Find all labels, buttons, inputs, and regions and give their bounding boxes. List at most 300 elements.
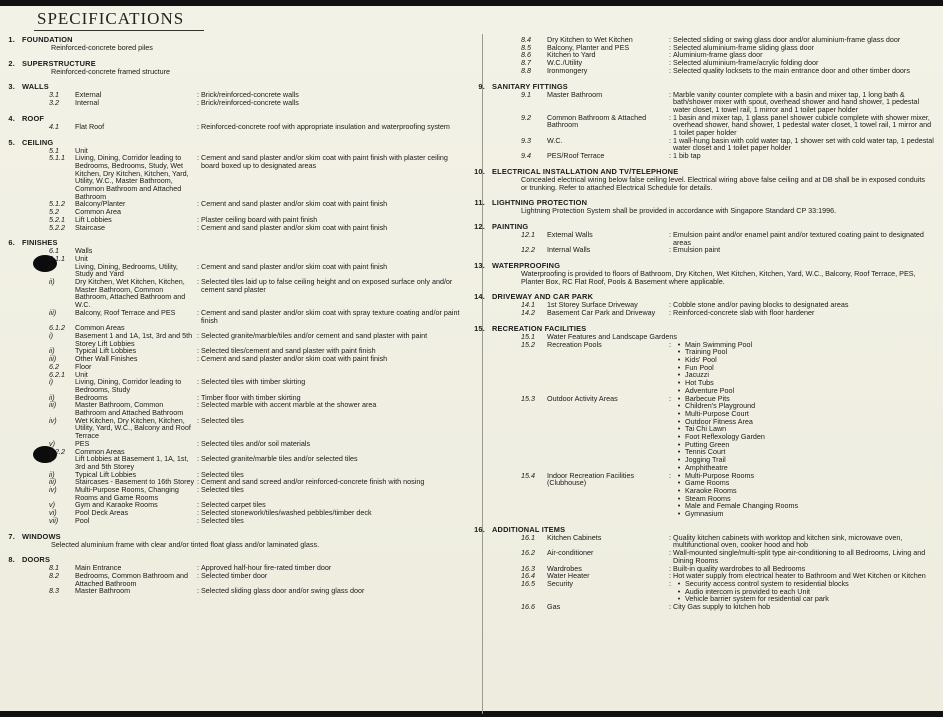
spec-row xyxy=(0,154,470,200)
item-description: Cement and sand screed and/or reinforced-concrete finish with nosing xyxy=(201,477,425,487)
item-number: 6.1 xyxy=(49,246,59,256)
item-number: 6.1.1 xyxy=(49,253,65,263)
item-label: External Walls xyxy=(547,229,593,239)
spec-row xyxy=(0,200,470,208)
item-label: PES/Roof Terrace xyxy=(547,151,605,161)
spec-row xyxy=(0,247,470,255)
spec-row xyxy=(470,603,943,611)
spec-section xyxy=(470,223,943,254)
spec-row xyxy=(470,114,943,137)
item-label: External xyxy=(75,90,102,100)
item-label: Walls xyxy=(75,246,93,256)
section-number: 15. xyxy=(474,323,485,333)
item-description: Selected tiles xyxy=(201,515,244,525)
item-separator: : xyxy=(197,438,199,448)
spec-row xyxy=(0,378,470,393)
item-description: Cement and sand plaster and/or skim coat with paint finish xyxy=(201,222,388,232)
spec-section xyxy=(470,325,943,518)
item-label: Typical Lift Lobbies xyxy=(75,346,137,356)
spec-section xyxy=(470,199,943,215)
item-separator: : xyxy=(669,308,671,318)
item-separator: : xyxy=(669,50,671,60)
spec-row xyxy=(470,309,943,317)
bullet-dot: • xyxy=(677,501,681,511)
item-separator: : xyxy=(669,300,671,310)
item-description: Cement and sand plaster and/or skim coat with paint finish xyxy=(201,199,388,209)
bullet-text: Jogging Trail xyxy=(685,455,726,465)
item-number: 6.2.2 xyxy=(49,446,65,456)
section-title: PAINTING xyxy=(492,221,529,231)
item-number: 5.2 xyxy=(49,207,59,217)
item-description: Cobble stone and/or paving blocks to designated areas xyxy=(673,300,849,310)
bullet-dot: • xyxy=(677,586,681,596)
item-label: Dry Kitchen, Wet Kitchen, Kitchen, Master Bathroom, Common Bathroom, Attached Bathroom and W.C. xyxy=(75,277,186,310)
spec-row xyxy=(470,472,943,518)
bullet-text: Fun Pool xyxy=(685,362,714,372)
title-underline xyxy=(34,30,204,31)
item-number: 6.2 xyxy=(49,361,59,371)
item-label: Water Features and Landscape Gardens xyxy=(547,331,677,341)
bullet-list xyxy=(673,395,943,472)
item-separator: : xyxy=(197,377,199,387)
item-description: Selected marble with accent marble at the shower area xyxy=(201,400,377,410)
item-label: Staircases - Basement to 16th Storey xyxy=(75,477,195,487)
item-separator: : xyxy=(197,477,199,487)
spec-row xyxy=(0,99,470,107)
item-separator: : xyxy=(669,393,671,403)
item-number: 4.1 xyxy=(49,121,59,131)
item-separator: : xyxy=(197,121,199,131)
bullet-text: Security access control system to residential blocks xyxy=(685,578,849,588)
item-number: 12.1 xyxy=(521,229,535,239)
spec-section xyxy=(0,115,470,131)
section-title: ADDITIONAL ITEMS xyxy=(492,524,566,534)
item-label: Lift Lobbies xyxy=(75,214,112,224)
item-description: Emulsion paint and/or enamel paint and/or textured coating paint to designated areas xyxy=(673,229,924,247)
spec-row xyxy=(0,355,470,363)
item-separator: : xyxy=(669,548,671,558)
item-label: Indoor Recreation Facilities (Clubhouse) xyxy=(547,470,635,488)
spec-section xyxy=(0,239,470,524)
item-number: 15.4 xyxy=(521,470,535,480)
bullet-dot: • xyxy=(677,493,681,503)
item-number: ii) xyxy=(49,346,55,356)
item-separator: : xyxy=(197,222,199,232)
item-label: Common Area xyxy=(75,207,121,217)
spec-row xyxy=(0,517,470,525)
item-number: i) xyxy=(49,377,53,387)
item-description: 1 basin and mixer tap, 1 glass panel shower cubicle complete with shower mixer, overhead shower, hand shower, 1 pedestal water closet, 1 towel rail, 1 mirror and 1 toilet paper holder xyxy=(673,112,932,138)
item-label: Master Bathroom xyxy=(75,586,131,596)
spec-section xyxy=(470,526,943,611)
item-label: Common Bathroom & Attached Bathroom xyxy=(547,112,647,130)
section-heading xyxy=(470,325,943,333)
item-separator: : xyxy=(669,35,671,44)
bottom-edge xyxy=(0,711,943,717)
spec-row xyxy=(0,224,470,232)
item-separator: : xyxy=(197,346,199,356)
spec-row xyxy=(470,246,943,254)
item-label: Water Heater xyxy=(547,571,590,581)
item-separator: : xyxy=(669,229,671,239)
bullet-text: Steam Rooms xyxy=(685,493,731,503)
item-number: v) xyxy=(49,500,55,510)
spec-row xyxy=(0,309,470,324)
item-description: Selected carpet tiles xyxy=(201,500,266,510)
item-description: Reinforced-concrete roof with appropriate insulation and waterproofing system xyxy=(201,121,450,131)
item-number: 8.2 xyxy=(49,570,59,580)
spec-row xyxy=(0,572,470,587)
item-separator: : xyxy=(197,400,199,410)
item-number: 5.2.2 xyxy=(49,222,65,232)
item-label: Living, Dining, Corridor leading to Bedrooms, Bedrooms, Study, Wet Kitchen, Dry Kitchen, Kitchen, Yard, Utility, W.C., Master Bathroom, Common Bathroom and Attached Bathroom xyxy=(75,153,189,201)
bullet-dot: • xyxy=(677,594,681,604)
item-label: PES xyxy=(75,438,90,448)
item-number: iv) xyxy=(49,485,57,495)
spec-section xyxy=(0,139,470,232)
spec-row xyxy=(0,123,470,131)
item-separator: : xyxy=(197,90,199,100)
section-number: 1. xyxy=(8,35,15,44)
item-label: Kitchen Cabinets xyxy=(547,532,602,542)
item-label: Bedrooms, Common Bathroom and Attached Bathroom xyxy=(75,570,189,588)
bullet-text: Multi-Purpose Court xyxy=(685,408,749,418)
item-description: Quality kitchen cabinets with worktop and kitchen sink, microwave oven, multifunctional oven, cooker hood and hob xyxy=(673,532,903,550)
bullet-text: Gymnasium xyxy=(685,509,724,519)
item-label: Gym and Karaoke Rooms xyxy=(75,500,158,510)
bullet-text: Male and Female Changing Rooms xyxy=(685,501,799,511)
item-description: Selected granite/marble/tiles and/or cement and sand plaster with paint xyxy=(201,330,428,340)
spec-row xyxy=(470,534,943,549)
bullet-text: Hot Tubs xyxy=(685,378,714,388)
item-separator: : xyxy=(669,563,671,573)
item-separator: : xyxy=(197,485,199,495)
bullet-text: Vehicle barrier system for residential car park xyxy=(685,594,829,604)
item-separator: : xyxy=(197,199,199,209)
item-separator: : xyxy=(197,586,199,596)
item-label: Internal Walls xyxy=(547,245,591,255)
item-description xyxy=(201,247,470,255)
bullet-dot: • xyxy=(677,339,681,349)
bullet-text: Barbecue Pits xyxy=(685,393,730,403)
section-title: SANITARY FITTINGS xyxy=(492,81,568,91)
item-label: Recreation Pools xyxy=(547,339,602,349)
section-number: 14. xyxy=(474,292,485,302)
item-label: Wet Kitchen, Dry Kitchen, Kitchen, Utility, Yard, W.C., Balcony and Roof Terrace xyxy=(75,415,191,441)
item-label: Living, Dining, Corridor leading to Bedrooms, Study xyxy=(75,377,182,394)
item-label: Ironmongery xyxy=(547,65,588,75)
item-description: Cement and sand plaster and/or skim coat with spray texture coating and/or paint finish xyxy=(201,307,460,325)
item-description: 1 bib tap xyxy=(673,151,701,161)
bullet-text: Putting Green xyxy=(685,439,730,449)
item-separator: : xyxy=(669,65,671,75)
item-description: Selected tiles xyxy=(201,485,244,495)
section-title: WATERPROOFING xyxy=(492,261,561,271)
bullet-item xyxy=(673,364,935,372)
bullet-dot: • xyxy=(677,362,681,372)
item-number: 16.4 xyxy=(521,571,535,581)
item-number: iii) xyxy=(49,354,57,364)
item-description: Cement and sand plaster and/or skim coat with paint finish xyxy=(201,354,388,364)
item-number: 15.1 xyxy=(521,331,535,341)
section-title: FOUNDATION xyxy=(22,35,73,44)
item-label: Outdoor Activity Areas xyxy=(547,393,618,403)
item-number: 16.2 xyxy=(521,548,535,558)
item-description: Selected sliding glass door and/or swing glass door xyxy=(201,586,365,596)
bullet-dot: • xyxy=(677,470,681,480)
spec-row xyxy=(0,263,470,278)
section-number: 5. xyxy=(8,137,15,147)
section-body: Lightning Protection System shall be provided in accordance with Singapore Standard CP 33:1996. xyxy=(521,206,837,216)
top-edge xyxy=(0,0,943,6)
item-description: City Gas supply to kitchen hob xyxy=(673,602,771,612)
item-separator: : xyxy=(669,42,671,52)
item-number: 6.1.2 xyxy=(49,323,65,333)
spec-row xyxy=(470,341,943,395)
page-title: SPECIFICATIONS xyxy=(37,9,185,28)
section-title: ELECTRICAL INSTALLATION AND TV/TELEPHONE xyxy=(492,166,679,176)
bullet-text: Main Swimming Pool xyxy=(685,339,753,349)
bullet-dot: • xyxy=(677,447,681,457)
item-number: 15.3 xyxy=(521,393,535,403)
item-label: Pool Deck Areas xyxy=(75,508,129,518)
item-label: Common Areas xyxy=(75,323,125,333)
item-label: Floor xyxy=(75,361,92,371)
item-label: Basement Car Park and Driveway xyxy=(547,308,656,318)
section-heading xyxy=(0,139,470,147)
item-number: ii) xyxy=(49,392,55,402)
spec-row xyxy=(0,440,470,448)
bullet-text: Audio intercom is provided to each Unit xyxy=(685,586,811,596)
bullet-dot: • xyxy=(677,385,681,395)
item-label: Typical Lift Lobbies xyxy=(75,469,137,479)
item-number: i) xyxy=(49,330,53,340)
section-title: LIGHTNING PROTECTION xyxy=(492,198,588,208)
item-label: Master Bathroom xyxy=(547,89,603,99)
item-description: Approved half-hour fire-rated timber door xyxy=(201,563,332,573)
item-number: 8.1 xyxy=(49,563,59,573)
item-separator: : xyxy=(669,151,671,161)
item-separator: : xyxy=(197,563,199,573)
left-column xyxy=(0,36,470,603)
section-body: Concealed electrical wiring below false ceiling level. Electrical wiring above false ceiling and at DB shall be in exposed conduits or trunking. Refer to attached Electrical Schedule for details. xyxy=(521,174,925,192)
item-label: Lift Lobbies at Basement 1, 1A, 1st, 3rd and 5th Storey xyxy=(75,454,189,471)
bullet-text: Amphitheatre xyxy=(685,462,728,472)
item-separator: : xyxy=(669,245,671,255)
item-description: Selected sliding or swing glass door and/or aluminium-frame glass door xyxy=(673,35,901,44)
item-number: 6.2.1 xyxy=(49,369,65,379)
bullet-list xyxy=(673,472,943,518)
item-description: Built-in quality wardrobes to all Bedrooms xyxy=(673,563,806,573)
item-label: Basement 1 and 1A, 1st, 3rd and 5th Storey Lift Lobbies xyxy=(75,330,193,348)
item-separator: : xyxy=(669,602,671,612)
item-separator: : xyxy=(197,214,199,224)
spec-section xyxy=(0,60,470,76)
item-separator: : xyxy=(669,578,671,588)
item-separator: : xyxy=(197,277,199,287)
item-label: Unit xyxy=(75,253,88,263)
spec-row xyxy=(470,395,943,472)
section-body: Reinforced-concrete framed structure xyxy=(51,66,171,76)
section-number: 7. xyxy=(8,531,15,541)
section-title: WINDOWS xyxy=(22,531,61,541)
item-number: iii) xyxy=(49,477,57,487)
bullet-dot: • xyxy=(677,370,681,380)
section-number: 2. xyxy=(8,58,15,68)
spec-row xyxy=(0,278,470,309)
item-number: 5.1.2 xyxy=(49,199,65,209)
section-number: 11. xyxy=(474,198,485,208)
bullet-dot: • xyxy=(677,478,681,488)
item-separator: : xyxy=(669,339,671,349)
item-label: W.C./Utility xyxy=(547,58,583,68)
section-title: SUPERSTRUCTURE xyxy=(22,58,96,68)
item-number: 16.1 xyxy=(521,532,535,542)
item-separator: : xyxy=(197,98,199,108)
item-number: iii) xyxy=(49,400,57,410)
bullet-dot: • xyxy=(677,455,681,465)
item-number: 14.1 xyxy=(521,300,535,310)
item-number: 15.2 xyxy=(521,339,535,349)
item-label: Internal xyxy=(75,98,99,108)
item-label: Gas xyxy=(547,602,561,612)
spec-section xyxy=(0,556,470,595)
item-label: Common Areas xyxy=(75,446,125,456)
item-number: 3.1 xyxy=(49,90,59,100)
bullet-dot: • xyxy=(677,347,681,357)
item-separator: : xyxy=(197,153,199,163)
item-separator: : xyxy=(197,500,199,510)
item-description: Selected aluminium-frame sliding glass door xyxy=(673,42,815,52)
bullet-text: Foot Reflexology Garden xyxy=(685,432,765,442)
section-number: 8. xyxy=(8,555,15,565)
item-separator: : xyxy=(197,570,199,580)
item-label: Dry Kitchen to Wet Kitchen xyxy=(547,35,633,44)
item-number: 16.6 xyxy=(521,602,535,612)
item-label: Kitchen to Yard xyxy=(547,50,596,60)
item-label: 1st Storey Surface Driveway xyxy=(547,300,638,310)
spec-row xyxy=(0,417,470,440)
spec-row xyxy=(0,486,470,501)
bullet-text: Jacuzzi xyxy=(685,370,709,380)
item-label: Security xyxy=(547,578,573,588)
bullet-dot: • xyxy=(677,485,681,495)
item-number: 9.3 xyxy=(521,135,531,145)
item-separator: : xyxy=(669,58,671,68)
bullet-text: Tai Chi Lawn xyxy=(685,424,727,434)
section-title: DOORS xyxy=(22,555,51,565)
item-description: Selected quality locksets to the main entrance door and other timber doors xyxy=(673,65,910,75)
spec-row xyxy=(0,455,470,470)
item-description: Reinforced-concrete slab with floor hardener xyxy=(673,308,815,318)
bullet-dot: • xyxy=(677,393,681,403)
bullet-text: Tennis Court xyxy=(685,447,726,457)
item-number: 14.2 xyxy=(521,308,535,318)
item-description: Cement and sand plaster and/or skim coat with paint finish with plaster ceiling board boxed up to designated areas xyxy=(201,153,448,170)
item-number: ii) xyxy=(49,277,55,287)
section-title: ROOF xyxy=(22,113,45,123)
item-description: Marble vanity counter complete with a basin and mixer tap, 1 long bath & bath/shower mixer with spout, overhead shower and hand shower, 1 pedestal water closet, 1 towel rail, 1 mirror and 1 toilet paper holder xyxy=(673,89,920,114)
item-description: Brick/reinforced-concrete walls xyxy=(201,90,299,100)
section-title: RECREATION FACILITIES xyxy=(492,323,587,333)
item-description: Selected tiles laid up to false ceiling height and on exposed surface only and/or cement sand plaster xyxy=(201,277,453,294)
item-label: Bedrooms xyxy=(75,392,108,402)
item-separator: : xyxy=(669,112,671,122)
item-description: Selected granite/marble tiles and/or selected tiles xyxy=(201,454,358,464)
item-description: Brick/reinforced-concrete walls xyxy=(201,98,299,108)
spec-section xyxy=(0,36,470,52)
item-number: 8.7 xyxy=(521,58,531,68)
item-number: 12.2 xyxy=(521,245,535,255)
section-number: 4. xyxy=(8,113,15,123)
item-number: iv) xyxy=(49,415,57,425)
item-label: Air-conditioner xyxy=(547,548,594,558)
item-label: Living, Dining, Bedrooms, Utility, Study and Yard xyxy=(75,261,178,279)
section-body: Reinforced-concrete bored piles xyxy=(51,43,153,52)
bullet-dot: • xyxy=(677,401,681,411)
bullet-text: Karaoke Rooms xyxy=(685,485,737,495)
item-number: 5.1.1 xyxy=(49,153,65,163)
item-separator: : xyxy=(197,515,199,525)
spec-row xyxy=(470,549,943,564)
item-number: 3.2 xyxy=(49,98,59,108)
item-number: ii) xyxy=(49,469,55,479)
bullet-text: Outdoor Fitness Area xyxy=(685,416,753,426)
item-label: Balcony/Planter xyxy=(75,199,126,209)
item-separator: : xyxy=(669,470,671,480)
item-number: iii) xyxy=(49,307,57,317)
item-description: Selected tiles and/or soil materials xyxy=(201,438,311,448)
spec-row xyxy=(0,401,470,416)
item-label: Balcony, Roof Terrace and PES xyxy=(75,307,176,317)
item-label: Balcony, Planter and PES xyxy=(547,42,630,52)
item-number: v) xyxy=(49,438,55,448)
bullet-text: Children's Playground xyxy=(685,401,756,411)
item-description: Emulsion paint xyxy=(673,245,721,255)
spec-section xyxy=(0,83,470,106)
item-separator: : xyxy=(197,454,199,464)
item-separator: : xyxy=(669,135,671,145)
spec-row xyxy=(0,363,470,371)
section-title: DRIVEWAY AND CAR PARK xyxy=(492,292,594,302)
item-number: 8.3 xyxy=(49,586,59,596)
section-title: FINISHES xyxy=(22,238,58,248)
section-body: Selected aluminium frame with clear and/or tinted float glass and/or laminated glass. xyxy=(51,539,320,549)
spec-row xyxy=(470,91,943,114)
bullet-dot: • xyxy=(677,354,681,364)
item-description: Hot water supply from electrical heater to Bathroom and Wet Kitchen or Kitchen xyxy=(673,571,926,581)
item-number: 16.3 xyxy=(521,563,535,573)
bullet-item xyxy=(673,510,935,518)
item-separator: : xyxy=(197,392,199,402)
item-description: 1 wall-hung basin with cold water tap, 1 shower set with cold water tap, 1 pedestal water closet and 1 toilet paper holder xyxy=(673,135,934,153)
item-number: 5.2.1 xyxy=(49,214,65,224)
spec-row xyxy=(470,580,943,603)
item-description: Selected tiles/cement and sand plaster with paint finish xyxy=(201,346,376,356)
bullet-text: Training Pool xyxy=(685,347,728,357)
bullet-dot: • xyxy=(677,432,681,442)
bullet-dot: • xyxy=(677,416,681,426)
spec-row xyxy=(0,332,470,347)
bullet-dot: • xyxy=(677,424,681,434)
item-number: vi) xyxy=(49,508,57,518)
item-number: 9.2 xyxy=(521,112,531,122)
spec-row xyxy=(470,67,943,75)
item-label: Wardrobes xyxy=(547,563,582,573)
item-label: W.C. xyxy=(547,135,563,145)
bullet-dot: • xyxy=(677,439,681,449)
bullet-dot: • xyxy=(677,378,681,388)
